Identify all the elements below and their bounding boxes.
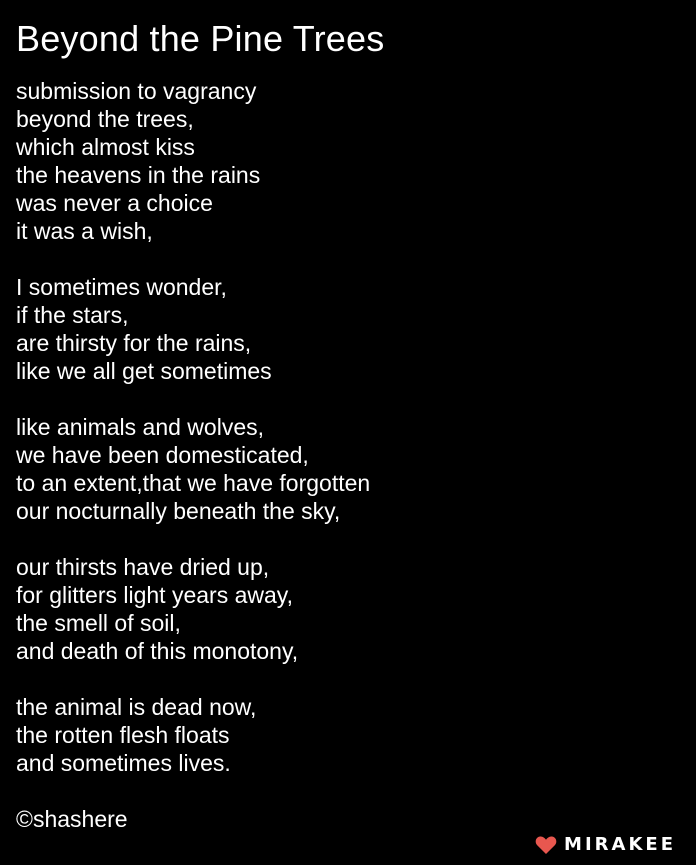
stanza-2	[16, 273, 676, 385]
stanza-1	[16, 77, 676, 245]
poem-line: our nocturnally beneath the sky,	[16, 498, 341, 524]
poem-line: beyond the trees,	[16, 106, 194, 132]
author-credit: ©shashere	[16, 806, 128, 832]
poem-line: and death of this monotony,	[16, 638, 299, 664]
poem-line: submission to vagrancy	[16, 78, 257, 104]
poem-line: was never a choice	[16, 190, 213, 216]
poem-line: our thirsts have dried up,	[16, 554, 270, 580]
poem-line: if the stars,	[16, 302, 129, 328]
stanza-4	[16, 553, 676, 665]
poem-line: like animals and wolves,	[16, 414, 265, 440]
stanza-5	[16, 693, 676, 777]
poem-line: it was a wish,	[16, 218, 153, 244]
poem-line: I sometimes wonder,	[16, 274, 227, 300]
poem-line: the heavens in the rains	[16, 162, 261, 188]
poem-line: like we all get sometimes	[16, 358, 272, 384]
heart-icon	[535, 835, 557, 855]
poem-line: the smell of soil,	[16, 610, 181, 636]
brand-name: MIRAKEE	[564, 834, 676, 855]
poem-line: the animal is dead now,	[16, 694, 257, 720]
stanza-3	[16, 413, 676, 525]
poem-body	[16, 77, 676, 805]
poem-line: for glitters light years away,	[16, 582, 293, 608]
poem-line: and sometimes lives.	[16, 750, 231, 776]
poem-line: to an extent,that we have forgotten	[16, 470, 371, 496]
poem-line: are thirsty for the rains,	[16, 330, 252, 356]
poem-line: we have been domesticated,	[16, 442, 309, 468]
poem-line: the rotten flesh floats	[16, 722, 230, 748]
mirakee-logo	[535, 834, 676, 855]
poem-title: Beyond the Pine Trees	[16, 18, 385, 59]
poem-line: which almost kiss	[16, 134, 195, 160]
